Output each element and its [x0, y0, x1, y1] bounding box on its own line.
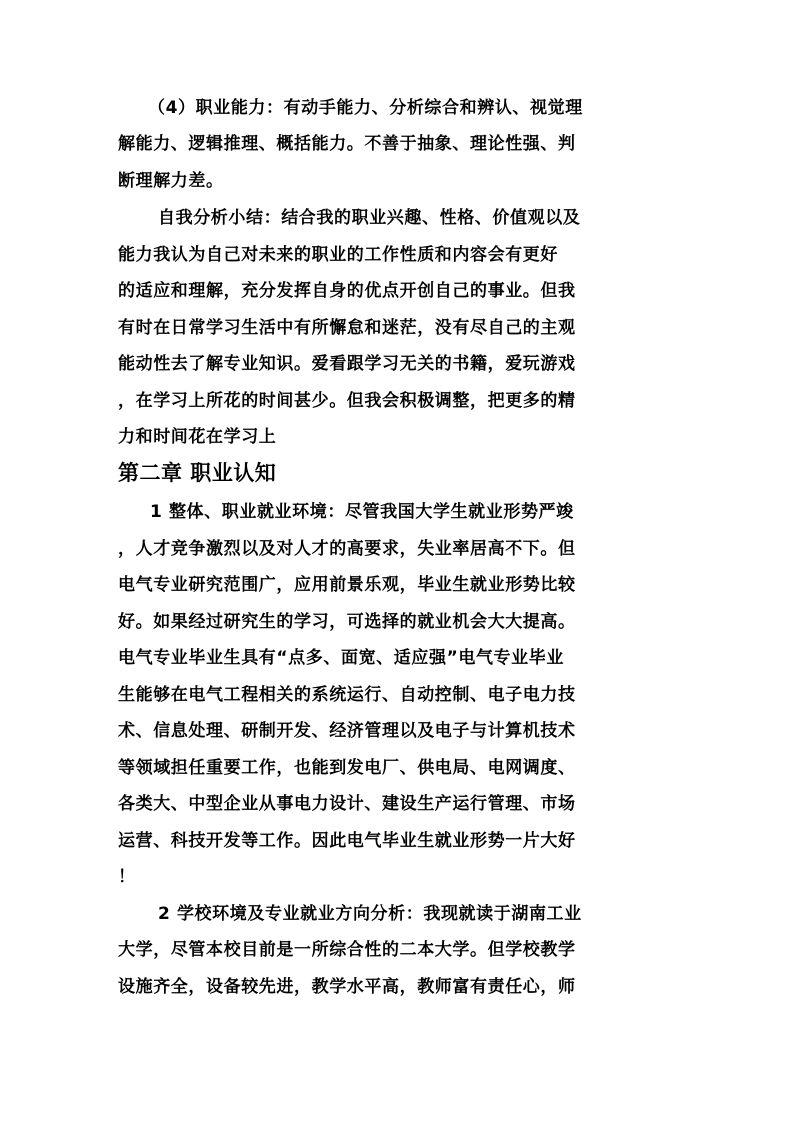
- paragraph-line: 力和时间花在学习上: [118, 427, 277, 447]
- paragraph-line: 解能力、逻辑推理、概括能力。不善于抽象、理论性强、判: [118, 134, 576, 154]
- paragraph-line: 能动性去了解专业知识。爱看跟学习无关的书籍，爱玩游戏: [118, 354, 576, 374]
- paragraph-line: 自我分析小结：结合我的职业兴趣、性格、价值观以及: [158, 208, 581, 228]
- chapter-title: 第二章 职业认知: [118, 461, 277, 485]
- paragraph-line: 好。如果经过研究生的学习，可选择的就业机会大大提高。: [118, 612, 576, 632]
- paragraph-line: ！: [118, 867, 136, 887]
- paragraph-line: 2 学校环境及专业就业方向分析：我现就读于湖南工业: [158, 904, 582, 924]
- paragraph-line: 能力我认为自己对未来的职业的工作性质和内容会有更好: [118, 245, 558, 265]
- paragraph-line: 等领域担任重要工作，也能到发电厂、供电局、电网调度、: [118, 758, 576, 778]
- paragraph-line: ，在学习上所花的时间甚少。但我会积极调整，把更多的精: [118, 391, 576, 411]
- paragraph-line: ，人才竞争激烈以及对人才的高要求，失业率居高不下。但: [118, 539, 576, 559]
- paragraph-line: （4）职业能力：有动手能力、分析综合和辨认、视觉理: [148, 98, 583, 118]
- paragraph-line: 生能够在电气工程相关的系统运行、自动控制、电子电力技: [118, 685, 576, 705]
- paragraph-line: 的适应和理解，充分发挥自身的优点开创自己的事业。但我: [118, 281, 576, 301]
- paragraph-line: 断理解力差。: [118, 171, 224, 191]
- paragraph-line: 各类大、中型企业从事电力设计、建设生产运行管理、市场: [118, 794, 576, 814]
- paragraph-line: 电气专业研究范围广，应用前景乐观，毕业生就业形势比较: [118, 575, 576, 595]
- paragraph-line: 1 整体、职业就业环境：尽管我国大学生就业形势严竣: [150, 502, 574, 522]
- paragraph-line: 有时在日常学习生活中有所懈怠和迷茫，没有尽自己的主观: [118, 318, 576, 338]
- paragraph-line: 大学，尽管本校目前是一所综合性的二本大学。但学校教学: [118, 940, 576, 960]
- paragraph-line: 运营、科技开发等工作。因此电气毕业生就业形势一片大好: [118, 831, 576, 851]
- paragraph-line: 设施齐全，设备较先进，教学水平高，教师富有责任心，师: [118, 977, 576, 997]
- paragraph-line: 术、信息处理、研制开发、经济管理以及电子与计算机技术: [118, 721, 576, 741]
- paragraph-line: 电气专业毕业生具有“点多、面宽、适应强”电气专业毕业: [118, 648, 564, 668]
